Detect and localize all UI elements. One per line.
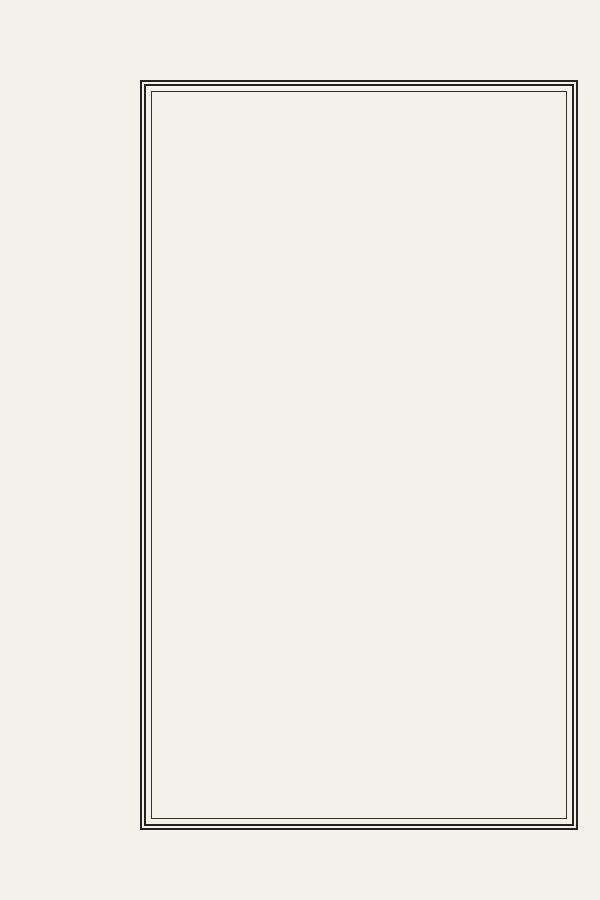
text-frame-inner-border	[151, 91, 567, 819]
text-frame	[140, 80, 578, 830]
margin-commentary	[6, 70, 134, 870]
page-header	[140, 42, 580, 72]
